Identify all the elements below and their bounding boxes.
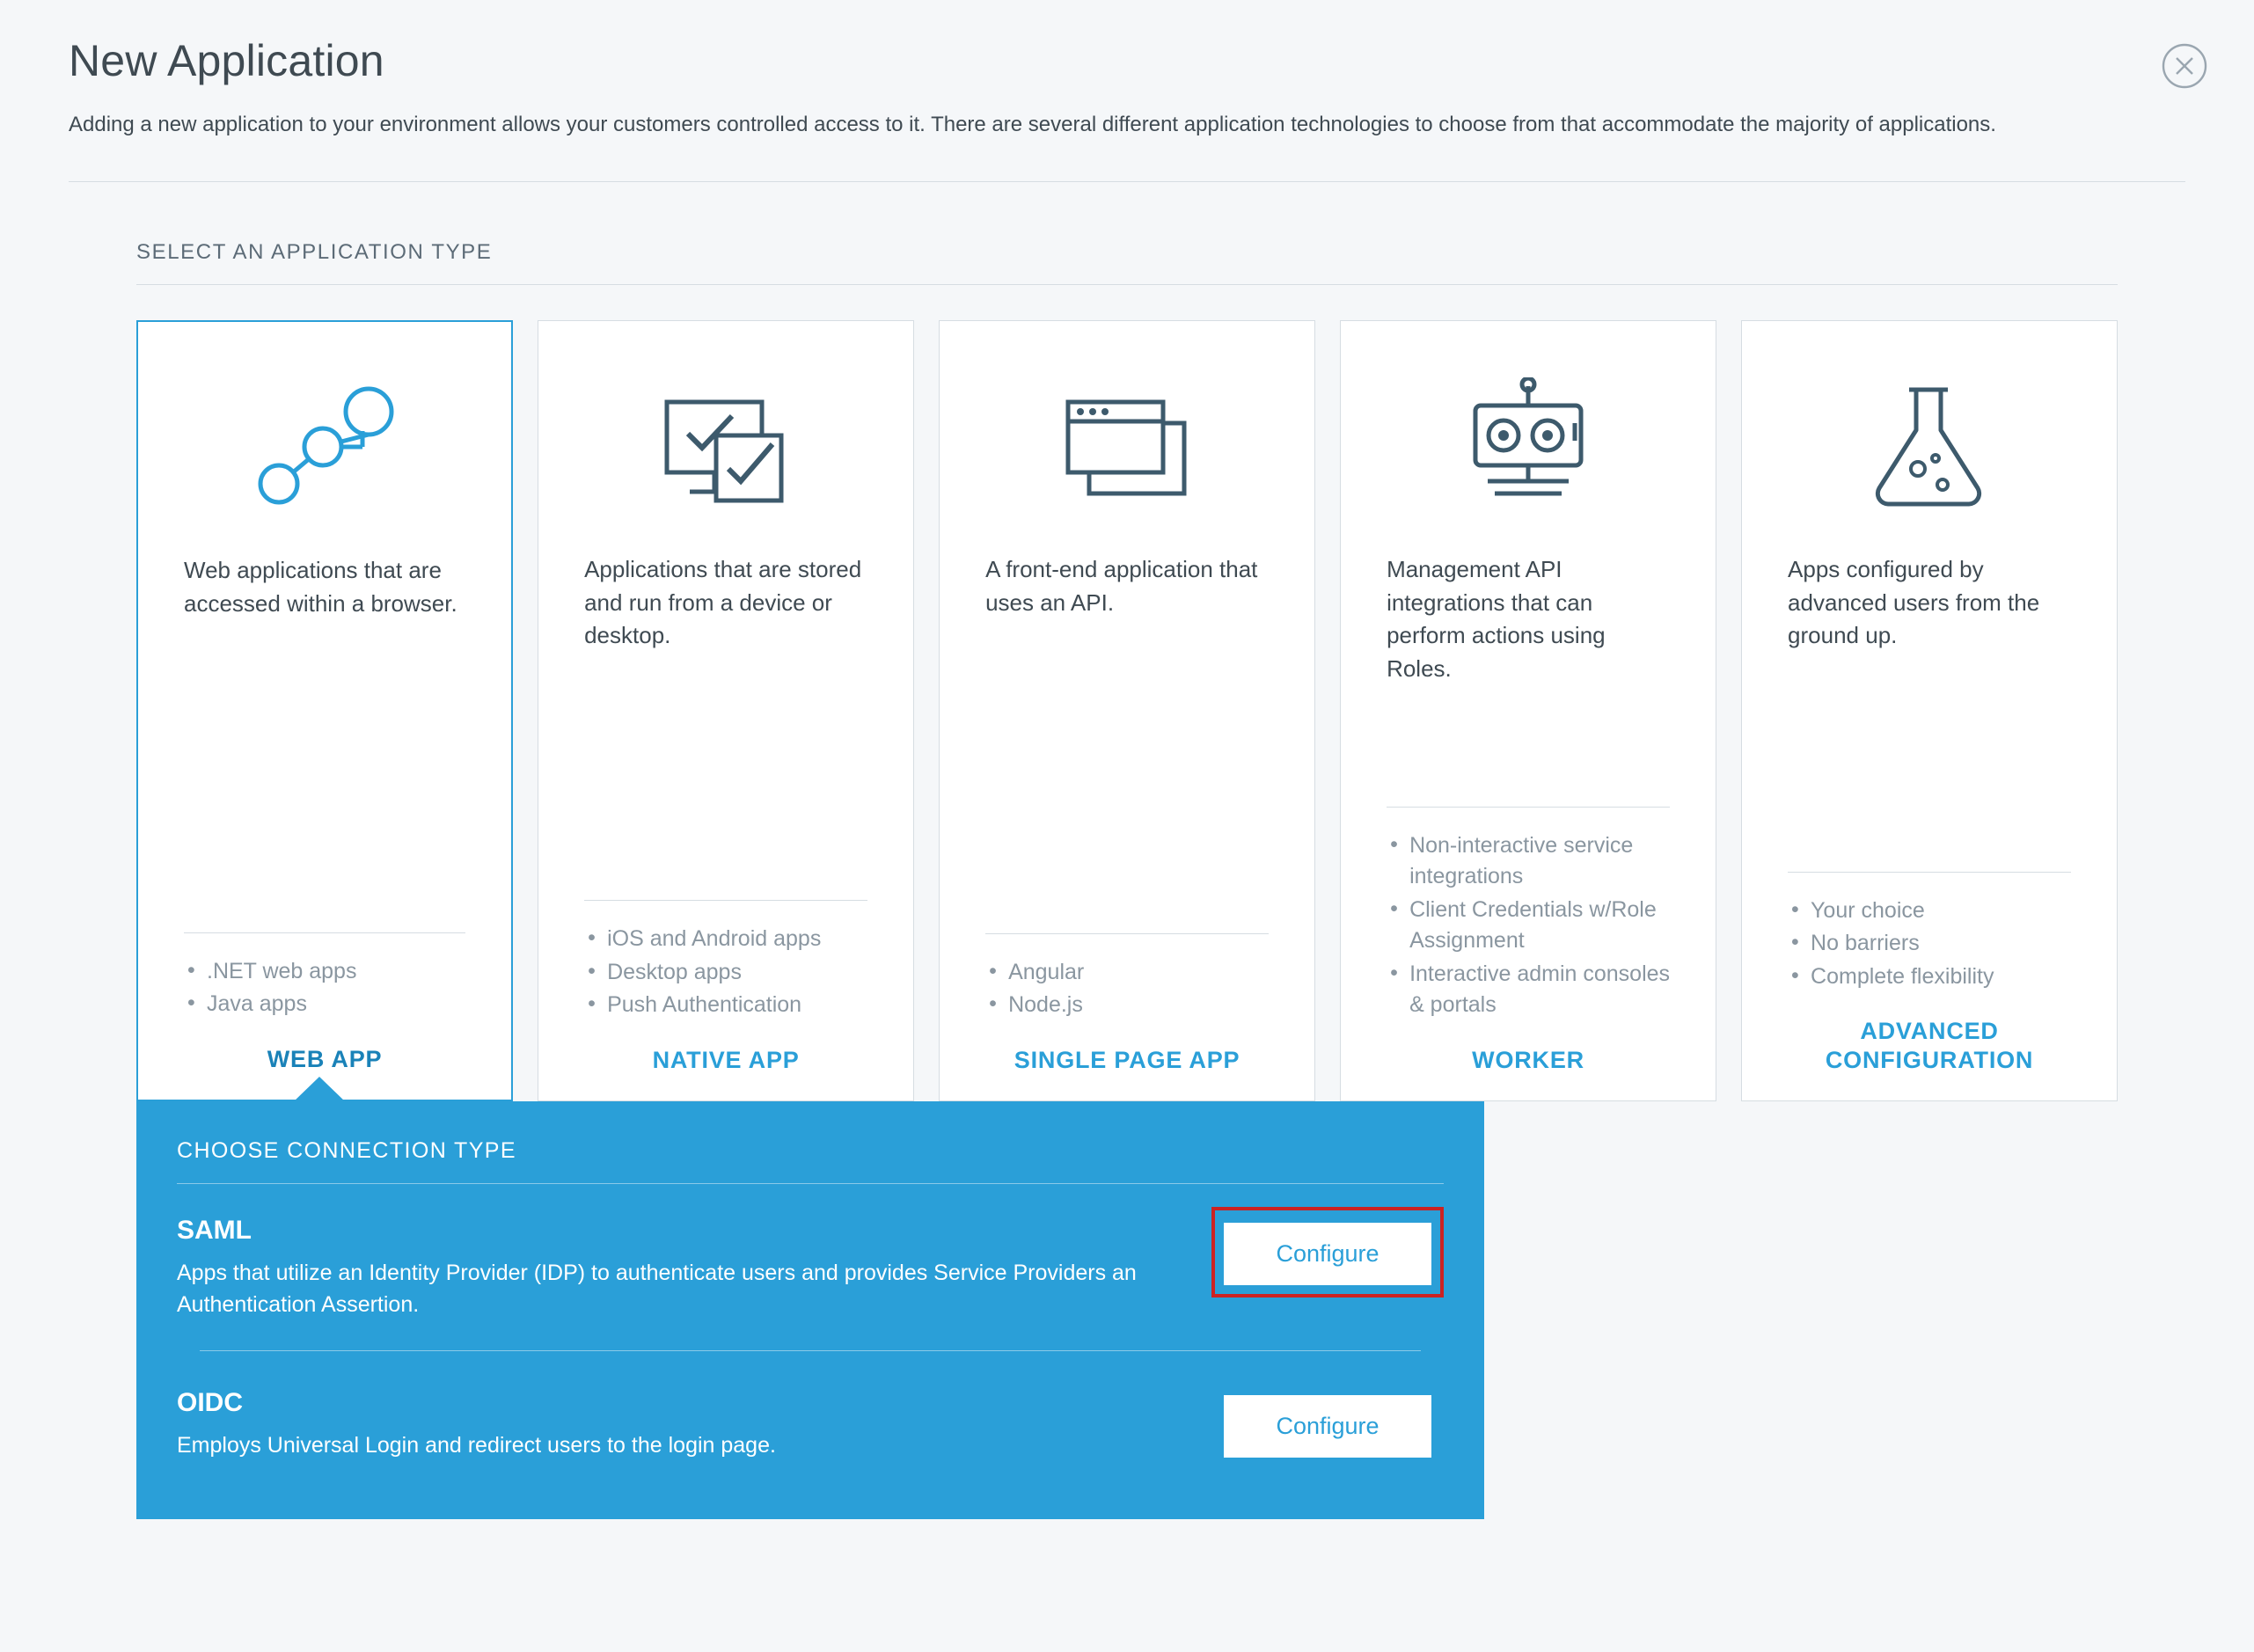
section-title: SELECT AN APPLICATION TYPE bbox=[136, 240, 493, 264]
connection-description: Employs Universal Login and redirect users to the login page. bbox=[177, 1433, 776, 1458]
configure-button-oidc[interactable]: Configure bbox=[1224, 1395, 1431, 1458]
app-type-description: Management API integrations that can perform actions using Roles. bbox=[1387, 556, 1606, 683]
list-item: • Client Credentials w/Role Assignment bbox=[1387, 895, 1670, 957]
header-divider bbox=[69, 181, 2185, 182]
application-type-list bbox=[136, 320, 2118, 1101]
app-type-cta-web-app[interactable]: WEB APP bbox=[267, 1045, 383, 1072]
connection-panel-divider bbox=[177, 1183, 1444, 1184]
app-type-bullets bbox=[184, 956, 465, 1022]
connection-option-oidc bbox=[177, 1383, 1444, 1470]
card-divider bbox=[1788, 872, 2071, 873]
list-item: • Node.js bbox=[985, 990, 1269, 1021]
browser-windows-icon bbox=[985, 351, 1269, 545]
app-type-description: Web applications that are accessed within a browser. bbox=[184, 557, 457, 617]
robot-icon bbox=[1387, 351, 1670, 545]
app-type-description: Applications that are stored and run from a device or desktop. bbox=[584, 556, 862, 649]
card-divider bbox=[184, 932, 465, 933]
card-divider bbox=[985, 933, 1269, 934]
connection-panel-title: CHOOSE CONNECTION TYPE bbox=[177, 1138, 516, 1163]
app-type-card-advanced-configuration[interactable] bbox=[1741, 320, 2118, 1101]
app-type-description: Apps configured by advanced users from the ground up. bbox=[1788, 556, 2040, 649]
list-item: • Complete flexibility bbox=[1788, 961, 2071, 993]
app-type-cta-native-app[interactable]: NATIVE APP bbox=[652, 1046, 800, 1073]
saml-configure-highlight bbox=[1211, 1207, 1444, 1297]
card-divider bbox=[584, 900, 867, 901]
app-type-cta-single-page-app[interactable]: SINGLE PAGE APP bbox=[1014, 1046, 1240, 1073]
list-item: • Java apps bbox=[184, 989, 465, 1020]
dialog-description: Adding a new application to your environment allows your customers controlled access to it. There are several different application technologies to choose from that accommodate the majority of applications. bbox=[69, 113, 1996, 136]
section-divider bbox=[136, 284, 2118, 285]
list-item: • .NET web apps bbox=[184, 956, 465, 988]
app-type-description: A front-end application that uses an API. bbox=[985, 556, 1258, 616]
list-item: • Non-interactive service integrations bbox=[1387, 830, 1670, 893]
configure-button-saml[interactable]: Configure bbox=[1224, 1223, 1431, 1285]
app-type-bullets bbox=[1387, 830, 1670, 1023]
list-item: • No barriers bbox=[1788, 928, 2071, 960]
list-item: • Interactive admin consoles & portals bbox=[1387, 959, 1670, 1021]
list-item: • Push Authentication bbox=[584, 990, 867, 1021]
list-item: • Desktop apps bbox=[584, 957, 867, 989]
page-title: New Application bbox=[69, 36, 384, 85]
connection-option-saml bbox=[177, 1210, 1444, 1320]
connection-name: OIDC bbox=[177, 1388, 243, 1417]
list-item: • Angular bbox=[985, 957, 1269, 989]
connection-type-panel bbox=[136, 1101, 1484, 1519]
app-type-bullets bbox=[584, 924, 867, 1023]
app-type-card-single-page-app[interactable] bbox=[939, 320, 1315, 1101]
dialog-header bbox=[0, 0, 2254, 141]
flask-icon bbox=[1788, 351, 2071, 545]
card-divider bbox=[1387, 807, 1670, 808]
oidc-configure-wrap bbox=[1211, 1379, 1444, 1470]
app-type-cta-advanced-configuration[interactable]: ADVANCED CONFIGURATION bbox=[1825, 1018, 2034, 1073]
app-type-card-worker[interactable] bbox=[1340, 320, 1716, 1101]
connection-options-divider bbox=[200, 1350, 1421, 1351]
app-type-card-web-app[interactable] bbox=[136, 320, 513, 1101]
panel-arrow bbox=[293, 1077, 346, 1102]
connection-name: SAML bbox=[177, 1216, 252, 1245]
connection-description: Apps that utilize an Identity Provider (IDP) to authenticate users and provides Service Providers an Authentication Assertion. bbox=[177, 1261, 1137, 1317]
app-type-bullets bbox=[985, 957, 1269, 1023]
app-type-bullets bbox=[1788, 895, 2071, 995]
section-header bbox=[136, 240, 2118, 285]
app-type-card-native-app[interactable] bbox=[538, 320, 914, 1101]
list-item: • Your choice bbox=[1788, 895, 2071, 927]
close-icon[interactable] bbox=[2161, 42, 2208, 90]
list-item: • iOS and Android apps bbox=[584, 924, 867, 955]
nodes-graph-icon bbox=[184, 352, 465, 545]
app-type-cta-worker[interactable]: WORKER bbox=[1472, 1046, 1584, 1073]
monitor-checklist-icon bbox=[584, 351, 867, 545]
